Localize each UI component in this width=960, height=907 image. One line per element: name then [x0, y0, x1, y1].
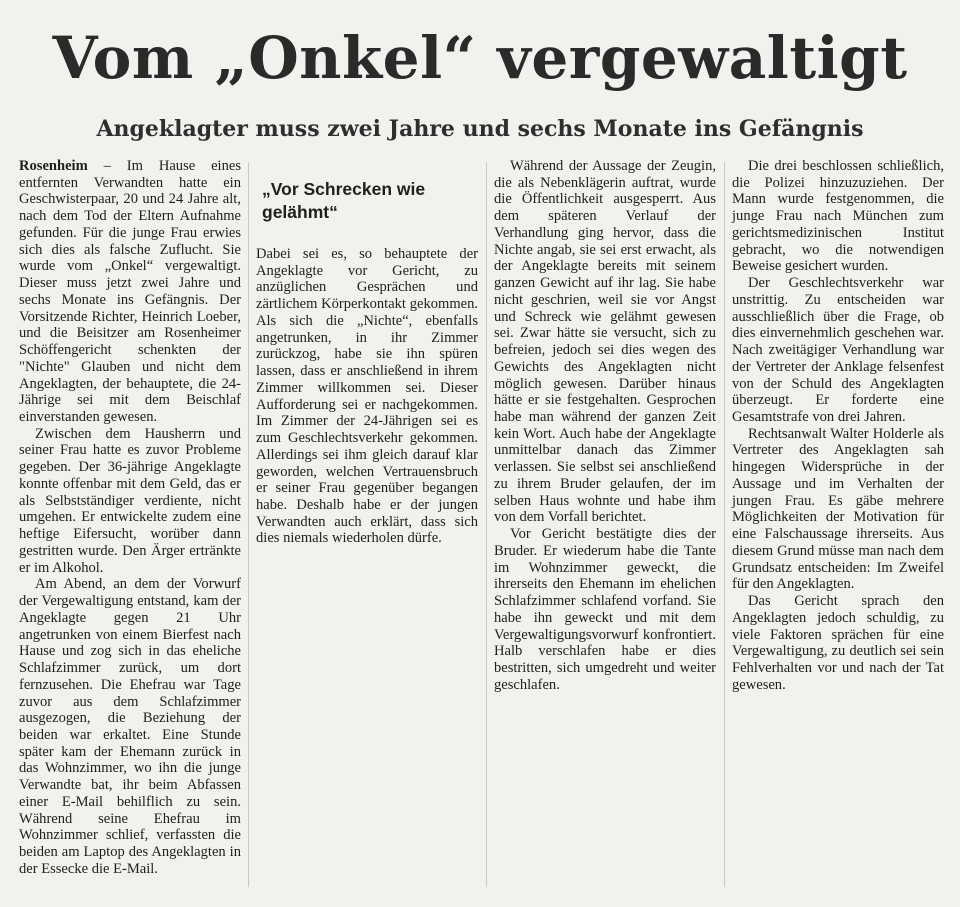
article-paragraph: Zwischen dem Hausherrn und seiner Frau hatte es zuvor Probleme gegeben. Der 36-jährige Angeklagte konnte offenbar mit dem Geld, das er als Selbstständiger verdiente, nicht umgehen. Er entwickelte zudem eine heftige Eifersucht, worüber dann gestritten wurde. Den Ärger ertränkte er im Alkohol. [19, 425, 241, 576]
article-column-3 [494, 158, 716, 694]
column-rule [724, 162, 725, 887]
article-column-4 [732, 158, 944, 694]
column-rule [248, 162, 249, 887]
dateline: Rosenheim [19, 158, 88, 174]
article-paragraph: Die drei beschlossen schließlich, die Polizei hinzuzuziehen. Der Mann wurde festgenommen, die junge Frau nach München zum gerichtsmedizinischen Institut gebracht, wo die notwendigen Beweise gesichert wurden. [732, 158, 944, 275]
article-paragraph [19, 158, 241, 426]
column-rule [486, 162, 487, 887]
article-paragraph: Am Abend, an dem der Vorwurf der Vergewaltigung entstand, kam der Angeklagte gegen 21 Uhr angetrunken von einem Bierfest nach Hause und zog sich in das eheliche Schlafzimmer zurück, um dort fernzusehen. Die Ehefrau war Tage zuvor aus dem Schlafzimmer ausgezogen, die Beziehung der beiden war erkaltet. Eine Stunde später kam der Ehemann zurück in das Wohnzimmer, wo ihn die junge Verwandte bat, ihr beim Abfassen einer E-Mail behilflich zu sein. Während seine Ehefrau im Wohnzimmer schlief, verfassten die beiden am Laptop des Angeklagten in der Essecke die E-Mail. [19, 576, 241, 877]
article-paragraph: Dabei sei es, so behauptete der Angeklagte vor Gericht, zu anzüglichen Gesprächen und zärtlichem Körperkontakt gekommen. Als sich die „Nichte“, ebenfalls angetrunken, in ihr Zimmer zurückzog, habe sie ihn spüren lassen, dass er anschließend in ihrem Zimmer willkommen sei. Dieser Aufforderung sei er nachgekommen. Im Zimmer der 24-Jährigen sei es zum Geschlechtsverkehr gekommen. Allerdings sei ihm gleich darauf klar geworden, welchen Vertrauensbruch er seiner Frau gegenüber begangen habe. Deshalb habe er der jungen Verwandten auch erklärt, dass sich dies niemals wiederholen dürfe. [256, 246, 478, 547]
intertitle: „Vor Schrecken wie gelähmt“ [262, 179, 426, 222]
lead-text: – Im Hause eines entfernten Verwandten hatte ein Geschwisterpaar, 20 und 24 Jahre alt, nach dem Tod der Eltern Aufnahme gefunden. Für die junge Frau erwies sich dies als falsche Zuflucht. Sie wurde vom „Onkel“ vergewaltigt. Dieser muss jetzt zwei Jahre und sechs Monate ins Gefängnis. Der Vorsitzende Richter, Heinrich Loeber, und die Beisitzer am Rosenheimer Schöffengericht schenkten der "Nichte" Glauben und nicht dem Angeklagten, der behauptete, die 24-Jährige sei mit dem Beischlaf einverstanden gewesen. [19, 158, 241, 426]
article-paragraph: Vor Gericht bestätigte dies der Bruder. Er wiederum habe die Tante im Wohnzimmer geweckt, die ihrerseits den Ehemann im ehelichen Schlafzimmer schlafend vorfand. Sie habe ihn geweckt und mit dem Vergewaltigungsvorwurf konfrontiert. Halb verschlafen habe er dies bestritten, sich umgedreht und weiter geschlafen. [494, 526, 716, 693]
article-paragraph: Während der Aussage der Zeugin, die als Nebenklägerin auftrat, wurde die Öffentlichkeit ausgesperrt. Aus dem späteren Verlauf der Verhandlung ging hervor, dass die Nichte angab, sie sei erst erwacht, als der Angeklagte bereits mit seinem ganzen Gewicht auf ihr lag. Sie habe nicht geschrien, weil sie vor Angst und Schreck wie gelähmt gewesen sei. Zwar hätte sie versucht, sich zu befreien, jedoch sei dies wegen des Gewichts des Angeklagten nicht möglich gewesen. Darüber hinaus hätte er sie festgehalten. Gesprochen habe man während der ganzen Zeit kein Wort. Auch habe der Angeklagte unmittelbar danach das Zimmer verlassen. Sie selbst sei anschließend zu ihrem Bruder gelaufen, der im selben Haus wohnte und habe ihm von dem Vorfall berichtet. [494, 158, 716, 526]
article-paragraph: Der Geschlechtsverkehr war unstrittig. Zu entscheiden war ausschließlich über die Frage, ob dies einvernehmlich geschehen war. Nach zweitägiger Verhandlung war der Vertreter der Anklage felsenfest von der Schuld des Angeklagten überzeugt. Er forderte eine Gesamtstrafe von drei Jahren. [732, 275, 944, 426]
headline: Vom „Onkel“ vergewaltigt [52, 24, 908, 92]
article-column-1 [19, 158, 241, 878]
subheadline: Angeklagter muss zwei Jahre und sechs Monate ins Gefängnis [96, 116, 864, 142]
article-paragraph: Das Gericht sprach den Angeklagten jedoch schuldig, zu viele Faktoren sprächen für eine Vergewaltigung, zu deutlich sei sein Fehlverhalten vor und nach der Tat gewesen. [732, 593, 944, 693]
article-column-2 [256, 158, 478, 547]
article-paragraph: Rechtsanwalt Walter Holderle als Vertreter des Angeklagten sah hingegen Widersprüche in der Aussage und im Verhalten der jungen Frau. Es gäbe mehrere Möglichkeiten der Motivation für eine Falschaussage ihrerseits. Aus diesem Grund müsse man nach dem Grundsatz entscheiden: Im Zweifel für den Angeklagten. [732, 425, 944, 593]
